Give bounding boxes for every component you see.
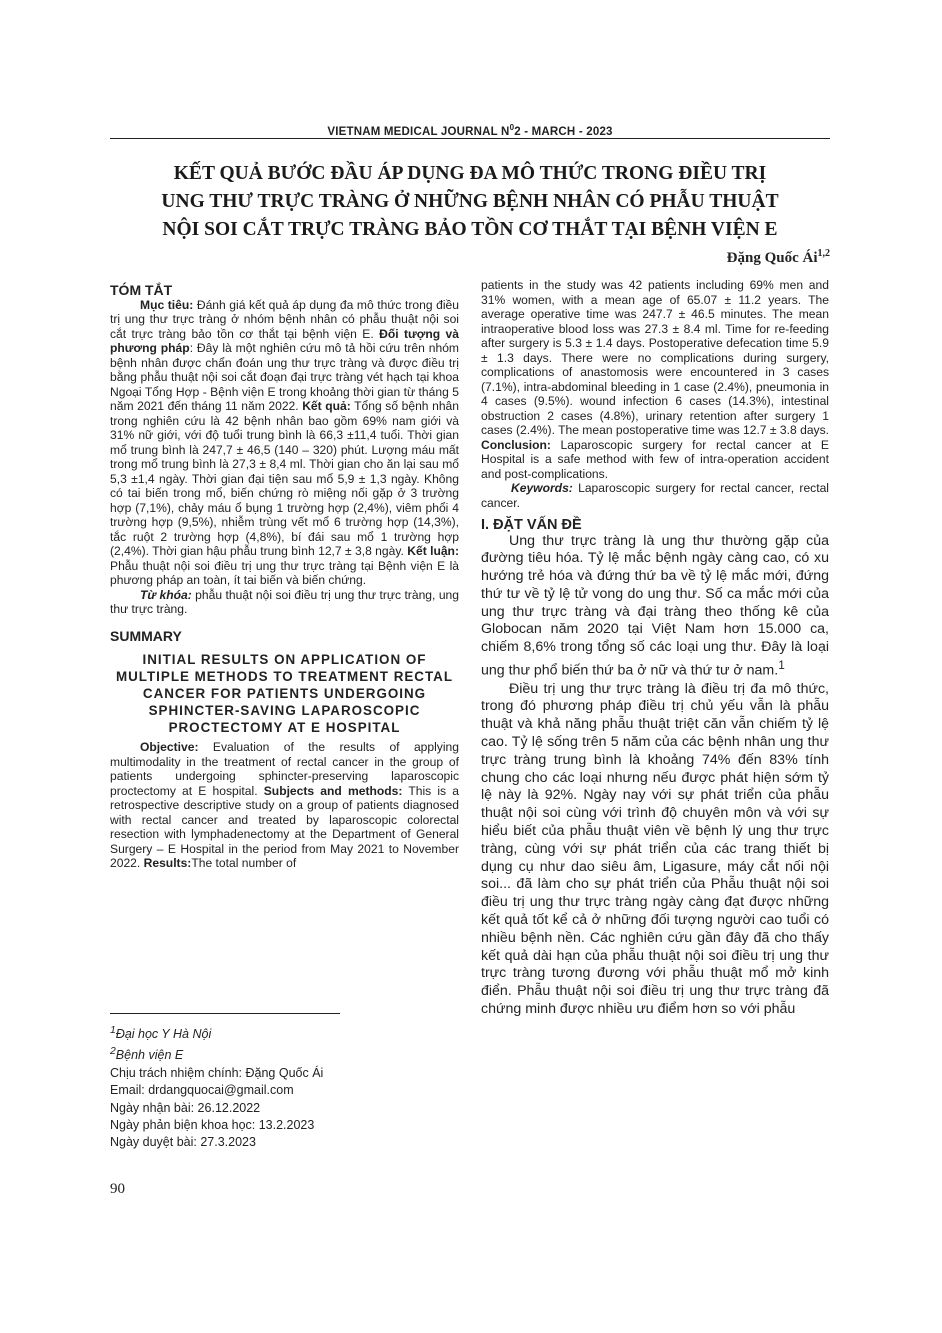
corresponding-author: Chịu trách nhiệm chính: Đặng Quốc Ái xyxy=(110,1065,324,1080)
abstract-heading: TÓM TẮT xyxy=(110,282,173,298)
intro-paragraph: Ung thư trực tràng là ung thư thường gặp của đường tiêu hóa. Tỷ lệ mắc bệnh ngày càng cao, có xu hướng trẻ hóa và đứng thứ ba về tỷ lệ mắc mới, đứng thứ tư về tỷ lệ tử vong do ung thư. Số ca mắc mới của ung thư trực tràng và đại tràng theo thống kê của Globocan năm 2020 tại Việt Nam hơn 15.000 ca, chiếm 8,6% trong tổng số các loại ung thư. Đây là loại ung thư phổ biến thứ ba ở nữ và thứ tư ở nam.$^1$ xyxy=(481,532,829,679)
running-header: VIETNAM MEDICAL JOURNAL $N^02$ - MARCH - 2023 xyxy=(327,123,613,138)
summary-keywords: Keywords: Laparoscopic surgery for rectal cancer, rectal cancer. xyxy=(481,481,829,510)
summary-results-part: patients in the study was 42 patients including 69% men and 31% women, with a mean age of 65.07 ± 11.2 years. The average operative time was 247.7 ± 46.5 minutes. The mean intraoperative blood loss was 27.3 ± 8.4 ml. Time for re-feeding after surgery is 5.3 ± 1.4 days. Postoperative defecation time 5.9 ± 1.3 days. There were no complications during surgery, complications of anastomosis were encountered in 3 cases (7.1%), intra-abdominal bleeding in 1 case (2.4%), pneumonia in 4 cases (9.5%). wound infection 6 cases (14.3%), intestinal obstruction 2 cases (4.8%), urinary retention after surgery 1 cases (2.4%). The mean postoperative time was 12.7 ± 3.8 days. xyxy=(481,278,829,437)
summary-paragraph: Objective: Evaluation of the results of applying multimodality in the treatment of rectal cancer in the group of patients undergoing sphincter-preserving laparoscopic proctectomy at E hospital. Subjects and methods: This is a retrospective descriptive study on a group of patients diagnosed with rectal cancer and treated by laparoscopic colorectal resection with lymphadenectomy at the Department of General Surgery – E Hospital in the period from May 2021 to November 2022. Results:The total number of xyxy=(110,740,459,870)
summary-title: INITIAL RESULTS ON APPLICATION OF MULTIPLE METHODS TO TREATMENT RECTAL CANCER FOR PATIENTS UNDERGOING SPHINCTER-SAVING LAPAROSCOPIC PROCTECTOMY AT E HOSPITAL xyxy=(115,652,454,735)
intro-heading: I. ĐẶT VẤN ĐỀ xyxy=(481,517,582,533)
email: Email: drdangquocai@gmail.com xyxy=(110,1083,294,1098)
accepted-date: Ngày duyệt bài: 27.3.2023 xyxy=(110,1135,256,1150)
review-date: Ngày phản biện khoa học: 13.2.2023 xyxy=(110,1117,315,1132)
title-line: NỘI SOI CẮT TRỰC TRÀNG BẢO TỒN CƠ THẮT TẠI BỆNH VIỆN E xyxy=(162,219,778,240)
left-column xyxy=(110,283,459,871)
intro-paragraph: Điều trị ung thư trực tràng là điều trị đa mô thức, trong đó phương pháp điều trị chủ yếu vẫn là phẫu thuật và khả năng phẫu thuật triệt căn vẫn chiếm tỷ lệ cao. Tỷ lệ sống trên 5 năm của các bệnh nhân ung thư trực tràng trung bình là khoảng 74% đến 83% tính chung cho các loại nhưng nếu được phát hiện sớm tỷ lệ này là 92%. Ngày nay với sự phát triển của phẫu thuật nội soi cùng với trình độ chuyên môn và với sự hiểu biết của phẫu thuật viên về bệnh lý ung thư trực tràng, cùng với sự phát triển của các trang thiết bị dụng cụ như dao siêu âm, Ligasure, máy cắt nối nội soi... đã làm cho sự phát triển của Phẫu thuật nội soi điều trị ung thư trực tràng ngày càng đạt được những kết quả tốt kể cả ở những đối tượng người cao tuổi có nhiều bệnh nền. Các nghiên cứu gần đây đã cho thấy kết quả dài hạn của phẫu thuật nội soi điều trị ung thư trực tràng tương đương với phẫu thuật mổ mở kinh điển. Phẫu thuật nội soi điều trị ung thư trực tràng đã chứng minh được nhiều ưu điểm hơn so với phẫu xyxy=(481,680,829,1017)
summary-paragraph-continued: patients in the study was 42 patients including 69% men and 31% women, with a mean age of 65.07 ± 11.2 years. The average operative time was 247.7 ± 46.5 minutes. The mean intraoperative blood loss was 27.3 ± 8.4 ml. Time for re-feeding after surgery is 5.3 ± 1.4 days. Postoperative defecation time 5.9 ± 1.3 days. There were no complications during surgery, complications of anastomosis were encountered in 3 cases (7.1%), intra-abdominal bleeding in 1 case (2.4%), pneumonia in 4 cases (9.5%). wound infection 6 cases (14.3%), intestinal obstruction 2 cases (4.8%), urinary retention after surgery 1 cases (2.4%). The mean postoperative time was 12.7 ± 3.8 days. Conclusion: Laparoscopic surgery for rectal cancer at E Hospital is a safe method with few of intra-operation accident and post-complications. xyxy=(481,278,829,481)
footnotes xyxy=(110,1022,459,1151)
author: Đặng Quốc Ái$^{1,2}$ xyxy=(726,248,830,266)
footnote-rule xyxy=(110,1013,340,1014)
article-title xyxy=(110,160,830,244)
summary-results-part: The total number of xyxy=(191,856,297,870)
page-number: 90 xyxy=(110,1181,125,1197)
received-date: Ngày nhận bài: 26.12.2022 xyxy=(110,1100,261,1115)
affiliation-1: $^1$Đại học Y Hà Nội xyxy=(110,1025,212,1042)
right-column xyxy=(481,278,829,1019)
intro-body xyxy=(481,533,829,1019)
affiliation-2: $^2$Bệnh viện E xyxy=(110,1046,184,1063)
summary-heading: SUMMARY xyxy=(110,627,182,644)
title-line: KẾT QUẢ BƯỚC ĐẦU ÁP DỤNG ĐA MÔ THỨC TRONG ĐIỀU TRỊ xyxy=(173,163,767,184)
header-rule xyxy=(110,138,830,139)
abstract-keywords: Từ khóa: phẫu thuật nội soi điều trị ung thư trực tràng, ung thư trực tràng. xyxy=(110,587,460,616)
title-line: UNG THƯ TRỰC TRÀNG Ở NHỮNG BỆNH NHÂN CÓ PHẪU THUẬT xyxy=(161,191,779,212)
abstract-paragraph: Mục tiêu: Đánh giá kết quả áp dụng đa mô thức trong điều trị ung thư trực tràng ở nhóm bệnh nhân có phẫu thuật nội soi cắt trực tràng bảo tồn cơ thắt tại bệnh viện E. Đối tượng và phương pháp: Đây là một nghiên cứu mô tả hồi cứu trên nhóm bệnh nhân được chẩn đoán ung thư trực tràng và được điều trị bằng phẫu thuật nội soi cắt đoạn đại trực tràng vét hạch tại khoa Ngoại Tổng Hợp - Bệnh viện E trong khoảng thời gian từ tháng 5 năm 2021 đến tháng 11 năm 2022. Kết quả: Tổng số bệnh nhân trong nghiên cứu là 42 bệnh nhân bao gồm 69% nam giới và 31% nữ giới, với độ tuổi trung bình là 66,3 ±11,4 tuổi. Thời gian mổ trung bình là 247,7 ± 46,5 (140 – 320) phút. Lượng máu mất trong mổ trung bình là 27,3 ± 8,4 ml. Thời gian cho ăn lại sau mổ 5,3 ±1,4 ngày. Thời gian đại tiện sau mổ 5,9 ± 1,3 ngày. Không có tai biến trong mổ, biến chứng rò miệng nối gặp ở 3 trường hợp (7,1%), chảy máu ổ bụng 1 trường hợp (2,4%), viêm phổi 4 trường hợp (9,5%), nhiễm trùng vết mổ 6 trường hợp (14,3%), tắc ruột 2 trường hợp (4,8%), bí đái sau mổ 1 trường hợp (2,4%). Thời gian hậu phẫu trung bình 12,7 ± 3,8 ngày. Kết luận: Phẫu thuật nội soi điều trị ung thư trực tràng tại Bệnh viện E là phương pháp an toàn, ít tai biến và biến chứng. xyxy=(110,297,460,587)
